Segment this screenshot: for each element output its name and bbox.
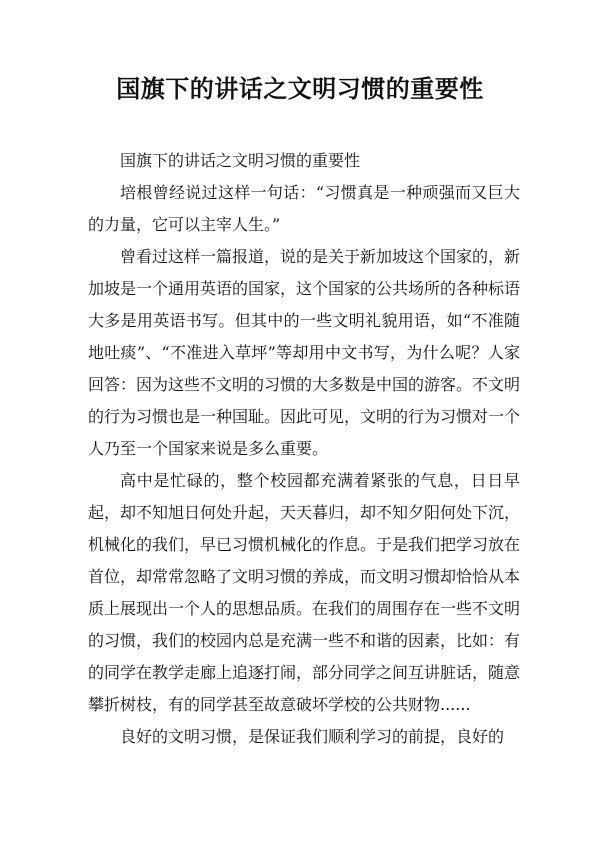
paragraph-good-habits: 良好的文明习惯，是保证我们顺利学习的前提，良好的	[120, 727, 505, 746]
document-title: 国旗下的讲话之文明习惯的重要性	[116, 74, 484, 103]
paragraph-bacon-quote: 培根曾经说过这样一句话：“习惯真是一种顽强而又巨大的力量，它可以主宰人生。”	[88, 183, 520, 234]
paragraph-high-school: 高中是忙碌的，整个校园都充满着紧张的气息，日日早起，却不知旭日何处升起，天天暮归，却不知夕阳何处下沉，机械化的我们，早已习惯机械化的作息。于是我们把学习放在首位，却常常忽略了文明习惯的养成，而文明习惯却恰恰从本质上展现出一个人的思想品质。在我们的周围存在一些不文明的习惯，我们的校园内总是充满一些不和谐的因素，比如：有的同学在教学走廊上追逐打闹，部分同学之间互讲脏话，随意攀折树枝，有的同学甚至故意破坏学校的公共财物......	[88, 471, 521, 714]
paragraph-singapore-report: 曾看过这样一篇报道，说的是关于新加坡这个国家的，新加坡是一个通用英语的国家，这个国家的公共场所的各种标语大多是用英语书写。但其中的一些文明礼貌用语，如“不准随地吐痰”、“不准进入草坪”等却用中文书写，为什么呢？人家回答：因为这些不文明的习惯的大多数是中国的游客。不文明的行为习惯也是一种国耻。因此可见，文明的行为习惯对一个人乃至一个国家来说是多么重要。	[88, 247, 521, 458]
paragraph-subtitle: 国旗下的讲话之文明习惯的重要性	[120, 151, 361, 170]
document-body	[88, 145, 520, 753]
